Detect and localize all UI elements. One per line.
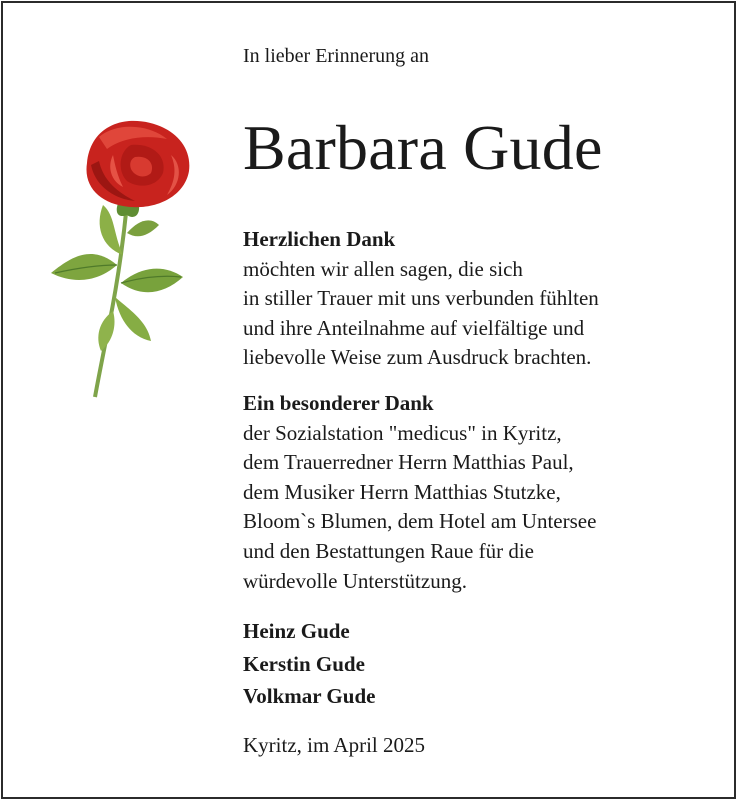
thanks-line: möchten wir allen sagen, die sich (243, 256, 523, 281)
signers-list (243, 615, 375, 713)
special-thanks-line: und den Bestattungen Raue für die (243, 538, 535, 563)
special-thanks-block (243, 389, 596, 596)
special-thanks-line: würdevolle Unterstützung. (243, 568, 467, 593)
signer-name: Volkmar Gude (243, 684, 376, 708)
thanks-line: in stiller Trauer mit uns verbunden fühlten (243, 286, 599, 311)
red-rose-icon (43, 115, 203, 405)
intro-text: In lieber Erinnerung an (243, 45, 430, 67)
deceased-name: Barbara Gude (243, 112, 603, 183)
thanks-block (243, 225, 599, 373)
special-thanks-line: dem Trauerredner Herrn Matthias Paul, (243, 450, 574, 475)
signer-name: Kerstin Gude (243, 651, 365, 676)
special-thanks-line: Bloom`s Blumen, dem Hotel am Untersee (243, 509, 597, 534)
special-thanks-line: dem Musiker Herrn Matthias Stutzke, (243, 479, 561, 504)
thanks-heading: Herzlichen Dank (243, 227, 396, 251)
thanks-line: liebevolle Weise zum Ausdruck brachten. (243, 345, 592, 370)
special-thanks-line: der Sozialstation "medicus" in Kyritz, (243, 420, 562, 445)
special-thanks-heading: Ein besonderer Dank (243, 391, 434, 415)
obituary-card (1, 1, 736, 799)
thanks-line: und ihre Anteilnahme auf vielfältige und (243, 315, 585, 340)
signer-name: Heinz Gude (243, 619, 350, 643)
place-date: Kyritz, im April 2025 (243, 733, 425, 757)
